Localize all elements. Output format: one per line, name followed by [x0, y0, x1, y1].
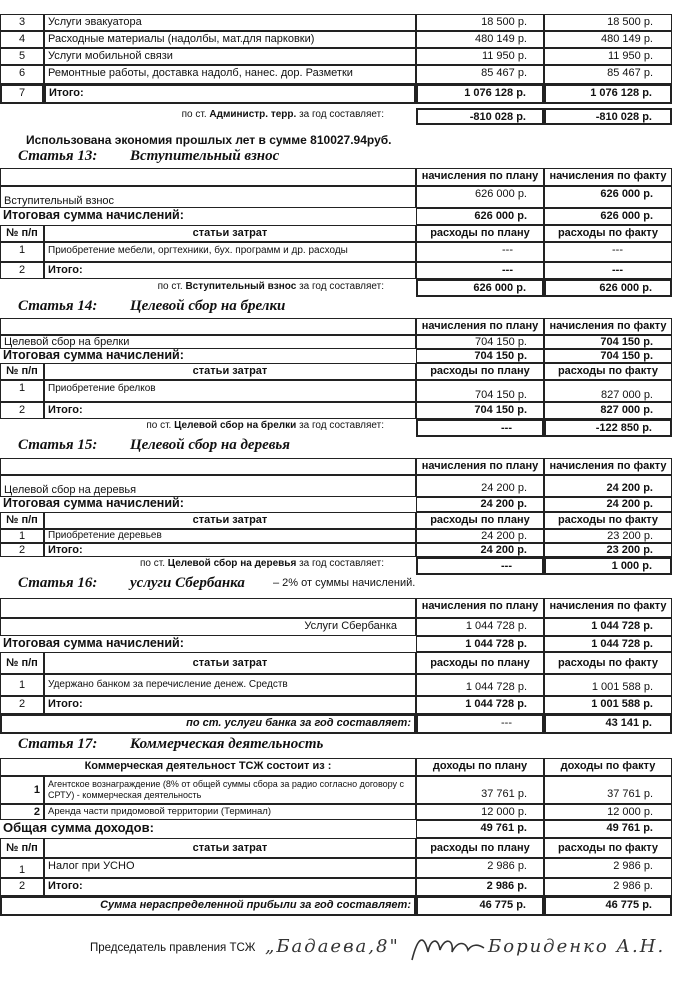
row-fact: 2 986 р.: [544, 858, 672, 878]
article-title: Целевой сбор на брелки: [130, 298, 286, 314]
exp-fact-header: расходы по факту: [544, 225, 672, 242]
row-name: Итого:: [44, 402, 416, 419]
table-row: [0, 65, 672, 84]
row-number: 3: [0, 14, 44, 31]
article-13-heading: [18, 148, 280, 165]
summary-prefix: по ст.: [181, 109, 207, 120]
table-row: [0, 804, 672, 820]
accrual-row: [0, 618, 672, 636]
accrual-fact: 626 000 р.: [544, 186, 672, 208]
row-name: Приобретение деревьев: [44, 529, 416, 543]
summary-fact: 43 141 р.: [544, 714, 672, 734]
table-row: [0, 84, 672, 104]
row-name: Итого:: [44, 696, 416, 714]
expense-header-row: [0, 838, 672, 858]
row-name: Расходные материалы (надолбы, мат.для парковки): [44, 31, 416, 48]
accrual-row: [0, 475, 672, 497]
row-number: 7: [0, 84, 44, 104]
row-name: Услуги мобильной связи: [44, 48, 416, 65]
footer: [0, 932, 700, 972]
row-plan: ---: [416, 242, 544, 262]
summary-label: [140, 558, 384, 569]
summary-label: по ст. услуги банка за год составляет:: [0, 714, 416, 734]
row-number: 4: [0, 31, 44, 48]
summary-prefix: по ст.: [157, 281, 183, 292]
chair-label: Председатель правления ТСЖ: [90, 942, 256, 954]
table-row: [0, 776, 672, 804]
row-number: 2: [0, 696, 44, 714]
accrual-name: Услуги Сбербанка: [0, 618, 416, 636]
table-row: [0, 31, 672, 48]
total-accrual-row: [0, 208, 672, 225]
accrual-name: Целевой сбор на брелки: [0, 335, 416, 349]
row-plan: 12 000 р.: [416, 804, 544, 820]
row-number: 1: [0, 242, 44, 262]
blank-cell: [0, 458, 416, 475]
accrual-row: [0, 335, 672, 349]
row-number: 1: [0, 380, 44, 402]
row-plan: 480 149 р.: [416, 31, 544, 48]
summary-bold: Вступительный взнос: [185, 281, 297, 292]
row-fact: 1 076 128 р.: [544, 84, 672, 104]
total-income-fact: 49 761 р.: [544, 820, 672, 838]
exp-plan-header: расходы по плану: [416, 363, 544, 380]
row-plan: 24 200 р.: [416, 543, 544, 557]
article-label: Статья 13:: [18, 148, 98, 164]
row-plan: ---: [416, 262, 544, 279]
row-name: Налог при УСНО: [44, 858, 416, 878]
exp-fact-header: расходы по факту: [544, 363, 672, 380]
summary-label: [182, 109, 384, 120]
summary-plan: 626 000 р.: [416, 279, 544, 297]
table-row: [0, 529, 672, 543]
exp-fact-header: расходы по факту: [544, 512, 672, 529]
org-name: „Бадаева,8": [265, 936, 400, 957]
row-number: 1: [0, 858, 44, 878]
row-plan: 24 200 р.: [416, 529, 544, 543]
total-income-label: Общая сумма доходов:: [3, 820, 154, 835]
row-fact: 23 200 р.: [544, 529, 672, 543]
row-fact: 1 001 588 р.: [544, 696, 672, 714]
accrual-name: Вступительный взнос: [0, 186, 416, 208]
header-row: [0, 458, 672, 475]
summary-fact: -810 028 р.: [544, 108, 672, 125]
summary-row: [0, 714, 672, 734]
row-plan: 704 150 р.: [416, 402, 544, 419]
total-accrual-label: Итоговая сумма начислений:: [3, 208, 184, 222]
article-title: Коммерческая деятельность: [130, 736, 324, 752]
summary-fact: -122 850 р.: [544, 419, 672, 437]
row-name: Ремонтные работы, доставка надолб, нанес. дор. Разметки: [44, 65, 416, 84]
row-plan: 1 044 728 р.: [416, 674, 544, 696]
row-number: 2: [0, 543, 44, 557]
summary-row: [0, 896, 672, 916]
row-number: 5: [0, 48, 44, 65]
row-name: Итого:: [44, 878, 416, 896]
total-accrual-plan: 1 044 728 р.: [416, 636, 544, 652]
row-plan: 37 761 р.: [416, 776, 544, 804]
row-plan: 2 986 р.: [416, 878, 544, 896]
row-fact: 23 200 р.: [544, 543, 672, 557]
blank-cell: [0, 318, 416, 335]
row-plan: 85 467 р.: [416, 65, 544, 84]
row-number: 1: [0, 674, 44, 696]
items-header: статьи затрат: [44, 512, 416, 529]
article-17-heading: [18, 736, 324, 753]
article-16-heading: [18, 575, 416, 592]
inc-fact-header: доходы по факту: [544, 758, 672, 776]
consists-label: Коммерческая деятельност ТСЖ состоит из :: [0, 758, 416, 776]
row-number: 1: [0, 529, 44, 543]
num-header: № п/п: [0, 363, 44, 380]
row-name: Агентское вознаграждение (8% от общей суммы сбора за радио согласно договору с СРТУ) - коммерческая деятельность: [44, 776, 416, 804]
summary-fact: 1 000 р.: [544, 557, 672, 575]
accrual-fact: 24 200 р.: [544, 475, 672, 497]
article-label: Статья 15:: [18, 437, 98, 453]
accrual-plan: 704 150 р.: [416, 335, 544, 349]
summary-label: [158, 281, 384, 292]
items-header: статьи затрат: [44, 363, 416, 380]
summary-fact: 626 000 р.: [544, 279, 672, 297]
items-header: статьи затрат: [44, 225, 416, 242]
row-name: Итого:: [44, 543, 416, 557]
header-row: [0, 598, 672, 618]
exp-fact-header: расходы по факту: [544, 838, 672, 858]
total-accrual-fact: 704 150 р.: [544, 349, 672, 363]
summary-prefix: по ст.: [139, 558, 165, 569]
expense-header-row: [0, 652, 672, 674]
summary-fact: 46 775 р.: [544, 896, 672, 916]
accrual-fact: 704 150 р.: [544, 335, 672, 349]
num-header: № п/п: [0, 652, 44, 674]
inc-plan-header: доходы по плану: [416, 758, 544, 776]
summary-row: [0, 557, 672, 575]
total-accrual-plan: 704 150 р.: [416, 349, 544, 363]
row-plan: 18 500 р.: [416, 14, 544, 31]
summary-label: Сумма нераспределенной прибыли за год составляет:: [0, 896, 416, 916]
total-accrual-plan: 626 000 р.: [416, 208, 544, 225]
article-note: – 2% от суммы начислений.: [273, 577, 416, 589]
table-row: [0, 543, 672, 557]
row-number: 2: [0, 878, 44, 896]
row-fact: 12 000 р.: [544, 804, 672, 820]
article-title: услуги Сбербанка: [130, 575, 245, 591]
num-header: № п/п: [0, 225, 44, 242]
row-number: 2: [0, 262, 44, 279]
num-header: № п/п: [0, 838, 44, 858]
row-plan: 2 986 р.: [416, 858, 544, 878]
table-row: [0, 402, 672, 419]
accrual-plan: 1 044 728 р.: [416, 618, 544, 636]
row-plan: 11 950 р.: [416, 48, 544, 65]
total-income-row: [0, 820, 672, 838]
summary-label: [146, 420, 384, 431]
row-name: Приобретение брелков: [44, 380, 416, 402]
accrual-plan: 24 200 р.: [416, 475, 544, 497]
exp-fact-header: расходы по факту: [544, 652, 672, 674]
header-row: [0, 758, 672, 776]
total-accrual-label: Итоговая сумма начислений:: [3, 349, 184, 362]
table-row: [0, 674, 672, 696]
accr-plan-header: начисления по плану: [416, 598, 544, 618]
accrual-plan: 626 000 р.: [416, 186, 544, 208]
summary-prefix: по ст.: [146, 420, 172, 431]
row-name: Услуги эвакуатора: [44, 14, 416, 31]
summary-plan: ---: [416, 557, 544, 575]
total-income-plan: 49 761 р.: [416, 820, 544, 838]
num-header: № п/п: [0, 512, 44, 529]
row-fact: ---: [544, 262, 672, 279]
row-fact: 827 000 р.: [544, 402, 672, 419]
summary-suffix: за год составляет:: [299, 109, 384, 120]
total-accrual-fact: 24 200 р.: [544, 497, 672, 512]
table-row: [0, 48, 672, 65]
summary-row: [0, 419, 672, 437]
items-header: статьи затрат: [44, 838, 416, 858]
total-accrual-fact: 1 044 728 р.: [544, 636, 672, 652]
exp-plan-header: расходы по плану: [416, 225, 544, 242]
table-row: [0, 858, 672, 878]
summary-row: [0, 108, 672, 125]
total-accrual-row: [0, 497, 672, 512]
article-label: Статья 14:: [18, 298, 98, 314]
article-title: Целевой сбор на деревья: [130, 437, 291, 453]
accr-plan-header: начисления по плану: [416, 318, 544, 335]
article-title: Вступительный взнос: [130, 148, 280, 164]
summary-bold: Целевой сбор на брелки: [174, 420, 297, 431]
summary-suffix: за год составляет:: [299, 281, 384, 292]
items-header: статьи затрат: [44, 652, 416, 674]
signature-scribble-icon: [408, 930, 488, 966]
expense-header-row: [0, 363, 672, 380]
row-name: Удержано банком за перечисление денеж. Средств: [44, 674, 416, 696]
summary-plan: ---: [416, 419, 544, 437]
summary-plan: -810 028 р.: [416, 108, 544, 125]
row-name: Итого:: [44, 84, 416, 104]
row-fact: 1 001 588 р.: [544, 674, 672, 696]
accrual-row: [0, 186, 672, 208]
row-name: Итого:: [44, 262, 416, 279]
expense-header-row: [0, 512, 672, 529]
summary-suffix: за год составляет:: [299, 558, 384, 569]
total-accrual-fact: 626 000 р.: [544, 208, 672, 225]
signature-mark: [408, 930, 488, 966]
total-accrual-label: Итоговая сумма начислений:: [3, 497, 184, 510]
row-number: 6: [0, 65, 44, 84]
article-15-heading: [18, 437, 291, 454]
summary-row: [0, 279, 672, 297]
blank-cell: [0, 168, 416, 186]
row-plan: 1 044 728 р.: [416, 696, 544, 714]
accr-fact-header: начисления по факту: [544, 598, 672, 618]
economy-note: Использована экономия прошлых лет в сумме 810027.94руб.: [26, 133, 392, 147]
row-number: 2: [0, 402, 44, 419]
table-row: [0, 14, 672, 31]
row-number: 1: [0, 776, 44, 804]
total-accrual-plan: 24 200 р.: [416, 497, 544, 512]
row-fact: 480 149 р.: [544, 31, 672, 48]
row-plan: 704 150 р.: [416, 380, 544, 402]
total-accrual-row: [0, 349, 672, 363]
row-fact: 2 986 р.: [544, 878, 672, 896]
total-accrual-row: [0, 636, 672, 652]
article-label: Статья 16:: [18, 575, 98, 591]
accrual-name: Целевой сбор на деревья: [0, 475, 416, 497]
table-row: [0, 380, 672, 402]
row-fact: 85 467 р.: [544, 65, 672, 84]
summary-bold: Администр. терр.: [209, 109, 297, 120]
accr-plan-header: начисления по плану: [416, 168, 544, 186]
row-fact: 11 950 р.: [544, 48, 672, 65]
row-fact: 37 761 р.: [544, 776, 672, 804]
table-row: [0, 262, 672, 279]
row-number: 2: [0, 804, 44, 820]
total-accrual-label: Итоговая сумма начислений:: [3, 636, 184, 650]
table-row: [0, 696, 672, 714]
article-label: Статья 17:: [18, 736, 98, 752]
table-row: [0, 242, 672, 262]
exp-plan-header: расходы по плану: [416, 512, 544, 529]
accr-fact-header: начисления по факту: [544, 458, 672, 475]
accrual-fact: 1 044 728 р.: [544, 618, 672, 636]
blank-cell: [0, 598, 416, 618]
accr-plan-header: начисления по плану: [416, 458, 544, 475]
article-14-heading: [18, 298, 286, 315]
row-fact: 18 500 р.: [544, 14, 672, 31]
exp-plan-header: расходы по плану: [416, 838, 544, 858]
row-fact: 827 000 р.: [544, 380, 672, 402]
header-row: [0, 318, 672, 335]
exp-plan-header: расходы по плану: [416, 652, 544, 674]
summary-plan: ---: [416, 714, 544, 734]
row-plan: 1 076 128 р.: [416, 84, 544, 104]
summary-bold: Целевой сбор на деревья: [167, 558, 297, 569]
table-row: [0, 878, 672, 896]
signature-name: Бориденко А.Н.: [488, 936, 666, 957]
header-row: [0, 168, 672, 186]
expense-header-row: [0, 225, 672, 242]
accr-fact-header: начисления по факту: [544, 168, 672, 186]
row-fact: ---: [544, 242, 672, 262]
row-name: Приобретение мебели, оргтехники, бух. программ и др. расходы: [44, 242, 416, 262]
row-name: Аренда части придомовой территории (Терминал): [44, 804, 416, 820]
accr-fact-header: начисления по факту: [544, 318, 672, 335]
summary-plan: 46 775 р.: [416, 896, 544, 916]
summary-suffix: за год составляет:: [299, 420, 384, 431]
